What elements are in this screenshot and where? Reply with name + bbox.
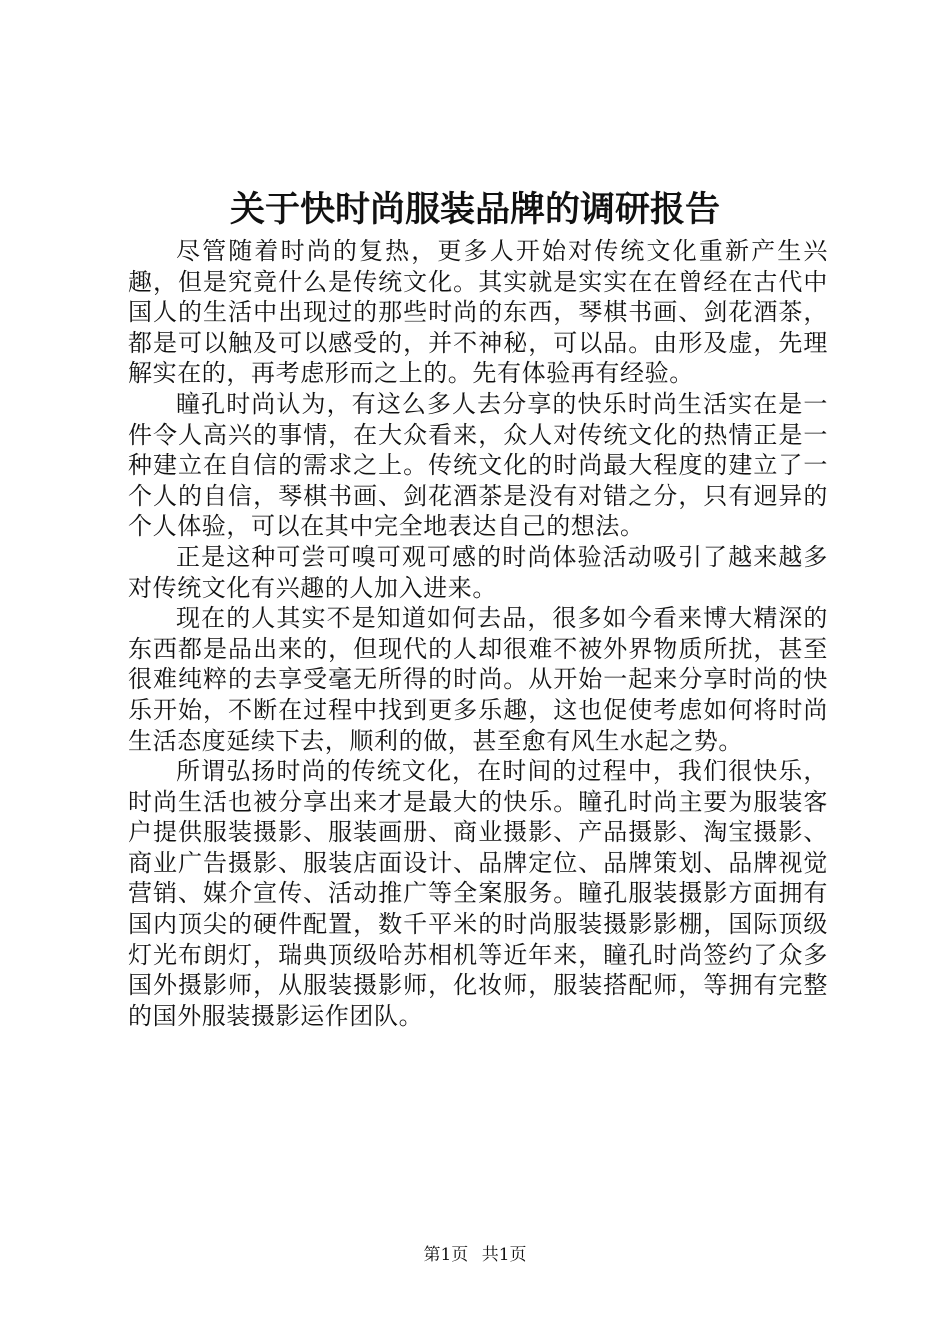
paragraph: 现在的人其实不是知道如何去品，很多如今看来博大精深的东西都是品出来的，但现代的人却很难不被外界物质所扰，甚至很难纯粹的去享受毫无所得的时尚。从开始一起来分享时尚的快乐开始，不断在过程中找到更多乐趣，这也促使考虑如何将时尚生活态度延续下去，顺利的做，甚至愈有风生水起之势。 [128, 604, 828, 755]
paragraph: 正是这种可尝可嗅可观可感的时尚体验活动吸引了越来越多对传统文化有兴趣的人加入进来。 [128, 542, 828, 602]
document-title: 关于快时尚服装品牌的调研报告 [229, 189, 720, 230]
paragraph: 所谓弘扬时尚的传统文化，在时间的过程中，我们很快乐，时尚生活也被分享出来才是最大的快乐。瞳孔时尚主要为服装客户提供服装摄影、服装画册、商业摄影、产品摄影、淘宝摄影、商业广告摄影、服装店面设计、品牌定位、品牌策划、品牌视觉营销、媒介宣传、活动推广等全案服务。瞳孔服装摄影方面拥有国内顶尖的硬件配置，数千平米的时尚服装摄影影棚，国际顶级灯光布朗灯，瑞典顶级哈苏相机等近年来，瞳孔时尚签约了众多国外摄影师，从服装摄影师，化妆师，服装搭配师，等拥有完整的国外服装摄影运作团队。 [128, 757, 828, 1030]
document-body [128, 236, 828, 1031]
page-total: 共1页 [481, 1245, 527, 1265]
paragraph: 瞳孔时尚认为，有这么多人去分享的快乐时尚生活实在是一件令人高兴的事情，在大众看来，众人对传统文化的热情正是一种建立在自信的需求之上。传统文化的时尚最大程度的建立了一个人的自信，琴棋书画、剑花酒茶是没有对错之分，只有迥异的个人体验，可以在其中完全地表达自己的想法。 [128, 389, 828, 541]
paragraph: 尽管随着时尚的复热，更多人开始对传统文化重新产生兴趣，但是究竟什么是传统文化。其实就是实实在在曾经在古代中国人的生活中出现过的那些时尚的东西，琴棋书画、剑花酒茶，都是可以触及可以感受的，并不神秘，可以品。由形及虚，先理解实在的，再考虑形而之上的。先有体验再有经验。 [128, 237, 828, 388]
page-number: 第1页 [423, 1245, 469, 1265]
page-footer [0, 1244, 950, 1266]
